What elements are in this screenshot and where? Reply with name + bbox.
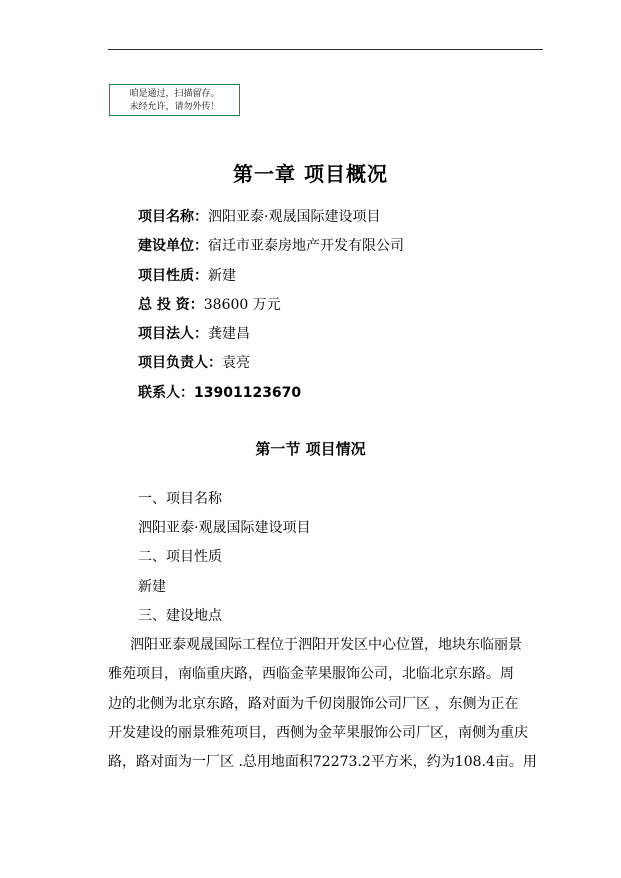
chapter-title: 第一章 项目概况	[233, 162, 388, 186]
stamp-line-1: 咱是通过，扫描留存。	[129, 89, 220, 99]
info-label: 总 投 资：	[138, 296, 204, 313]
list-item: 一、项目名称	[138, 491, 222, 507]
info-row-name	[138, 203, 558, 232]
paragraph-line: 雅苑项目，南临重庆路，西临金苹果服饰公司，北临北京东路。周	[108, 666, 514, 683]
info-label: 项目法人：	[138, 326, 208, 343]
header-rule	[108, 49, 543, 50]
info-value: 宿迁市亚泰房地产开发有限公司	[208, 238, 404, 255]
info-value: 13901123670	[194, 384, 302, 401]
info-value: 袁亮	[222, 355, 250, 372]
info-value: 泗阳亚泰·观晟国际建设项目	[208, 209, 381, 225]
info-label: 项目名称：	[138, 209, 208, 225]
paragraph-line: 开发建设的丽景雅苑项目，西侧为金苹果服饰公司厂区，南侧为重庆	[108, 724, 528, 741]
info-row-contact	[138, 379, 558, 408]
info-value: 龚建昌	[208, 326, 250, 343]
info-row-investment	[138, 291, 558, 320]
project-info-list	[138, 203, 558, 408]
info-row-legal-person	[138, 320, 558, 349]
info-row-manager	[138, 349, 558, 378]
notice-stamp	[109, 84, 240, 116]
stamp-line-2: 未经允许，请勿外传！	[129, 102, 220, 112]
list-item: 泗阳亚泰·观晟国际建设项目	[138, 520, 311, 537]
list-item: 二、项目性质	[138, 549, 222, 566]
list-item: 新建	[138, 578, 166, 595]
info-row-builder	[138, 232, 558, 261]
info-value: 新建	[208, 267, 236, 284]
info-row-nature	[138, 262, 558, 291]
info-label: 联系人：	[138, 384, 194, 401]
info-value: 38600 万元	[203, 296, 281, 313]
paragraph-line: 泗阳亚泰观晟国际工程位于泗阳开发区中心位置，地块东临丽景	[130, 637, 522, 653]
paragraph-line: 边的北侧为北京东路，路对面为千仞岗服饰公司厂区 ，东侧为正在	[108, 695, 519, 712]
info-label: 建设单位：	[138, 238, 208, 255]
paragraph-line: 路，路对面为一厂区 .总用地面积72273.2平方米，约为108.4亩。用	[108, 754, 537, 771]
info-label: 项目负责人：	[138, 355, 222, 372]
section-item-list	[138, 485, 558, 631]
list-item: 三、建设地点	[138, 607, 222, 624]
section-title: 第一节 项目情况	[255, 440, 366, 458]
location-paragraph	[108, 631, 543, 777]
info-label: 项目性质：	[138, 267, 208, 284]
